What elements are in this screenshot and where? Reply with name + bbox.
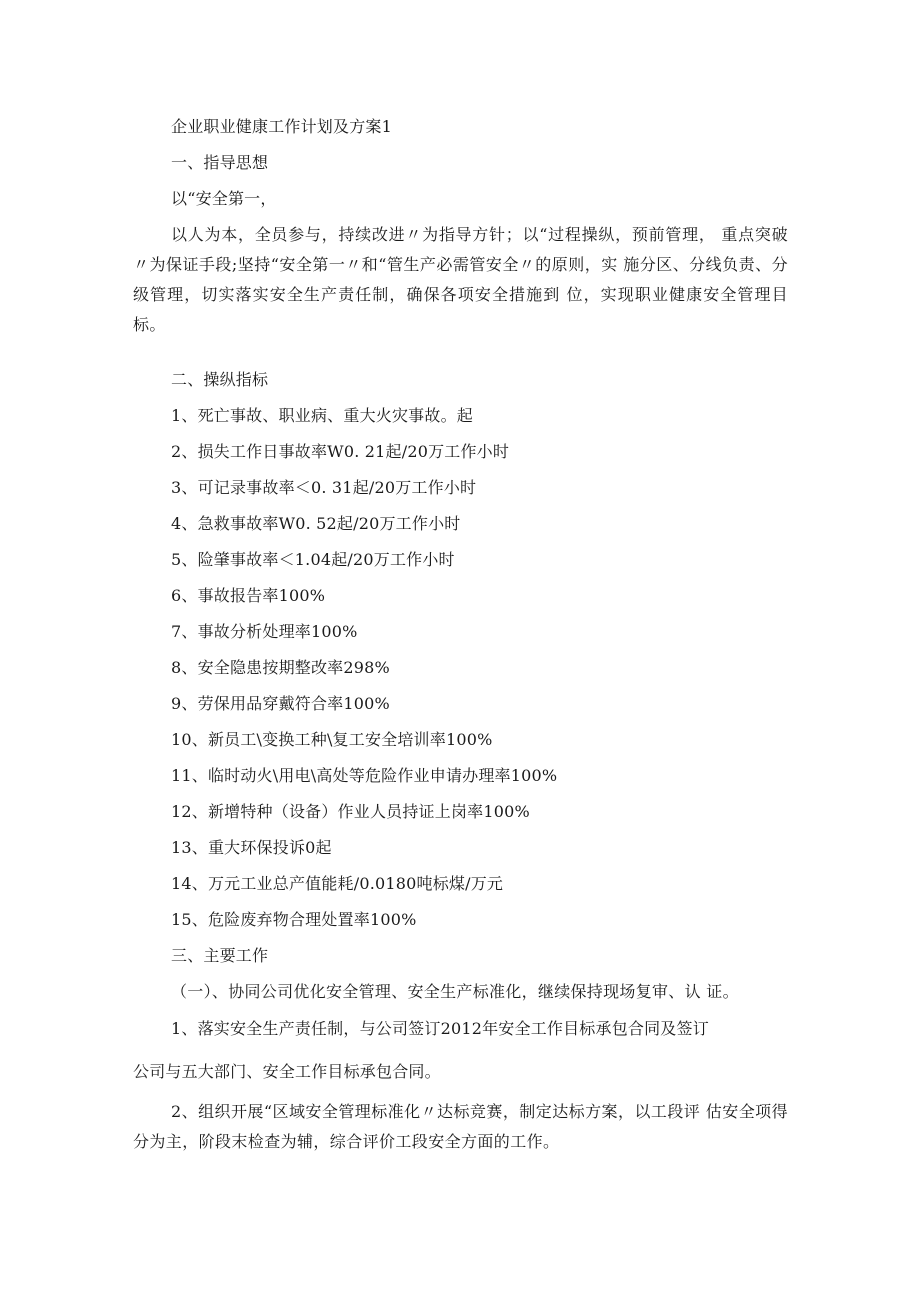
indicator-item: 6、事故报告率100% bbox=[171, 586, 326, 605]
indicator-item: 9、劳保用品穿戴符合率100% bbox=[171, 694, 390, 713]
work-item-line: 公司与五大部门、安全工作目标承包合同。 bbox=[133, 1062, 441, 1081]
indicator-item: 4、急救事故率W0. 52起/20万工作小时 bbox=[171, 514, 461, 533]
indicator-item: 15、危险废弃物合理处置率100% bbox=[171, 910, 417, 929]
section-heading-control-indicators: 二、操纵指标 bbox=[171, 370, 269, 389]
paragraph-work-item-2: 2、组织开展“区域安全管理标准化〃达标竞赛，制定达标方案，以工段评 估安全项得分为主，阶段末检查为辅，综合评价工段安全方面的工作。 bbox=[133, 1102, 788, 1151]
work-item-line: 1、落实安全生产责任制，与公司签订2012年安全工作目标承包合同及签订 bbox=[171, 1019, 709, 1038]
paragraph-guiding-principle: 以人为本，全员参与，持续改进〃为指导方针；以“过程操纵，预前管理， 重点突破〃为保证手段;坚持“安全第一〃和“管生产必需管安全〃的原则，实 施分区、分线负责、分级管理，切实落实安全生产责任制，确保各项安全措施到 位，实现职业健康安全管理目标。 bbox=[133, 225, 788, 334]
indicator-item: 5、险肇事故率＜1.04起/20万工作小时 bbox=[171, 550, 455, 569]
indicator-item: 1、死亡事故、职业病、重大火灾事故。起 bbox=[171, 406, 473, 425]
indicator-item: 7、事故分析处理率100% bbox=[171, 622, 358, 641]
indicator-item: 10、新员工\变换工种\复工安全培训率100% bbox=[171, 730, 493, 749]
indicator-item: 2、损失工作日事故率W0. 21起/20万工作小时 bbox=[171, 442, 510, 461]
section-heading-guiding-thought: 一、指导思想 bbox=[171, 153, 269, 172]
indicator-item: 13、重大环保投诉0起 bbox=[171, 838, 332, 857]
document-title: 企业职业健康工作计划及方案1 bbox=[171, 117, 392, 136]
indicator-item: 12、新增特种（设备）作业人员持证上岗率100% bbox=[171, 802, 530, 821]
indicator-item: 3、可记录事故率＜0. 31起/20万工作小时 bbox=[171, 478, 477, 497]
indicator-item: 14、万元工业总产值能耗/0.0180吨标煤/万元 bbox=[171, 874, 504, 893]
indicator-item: 8、安全隐患按期整改率298% bbox=[171, 658, 390, 677]
text-line: 以“安全第一， bbox=[171, 189, 277, 208]
section-heading-main-work: 三、主要工作 bbox=[171, 946, 269, 965]
indicator-item: 11、临时动火\用电\高处等危险作业申请办理率100% bbox=[171, 766, 558, 785]
sub-heading-optimize-safety: （一）、协同公司优化安全管理、安全生产标准化，继续保持现场复审、认 证。 bbox=[171, 982, 739, 1001]
